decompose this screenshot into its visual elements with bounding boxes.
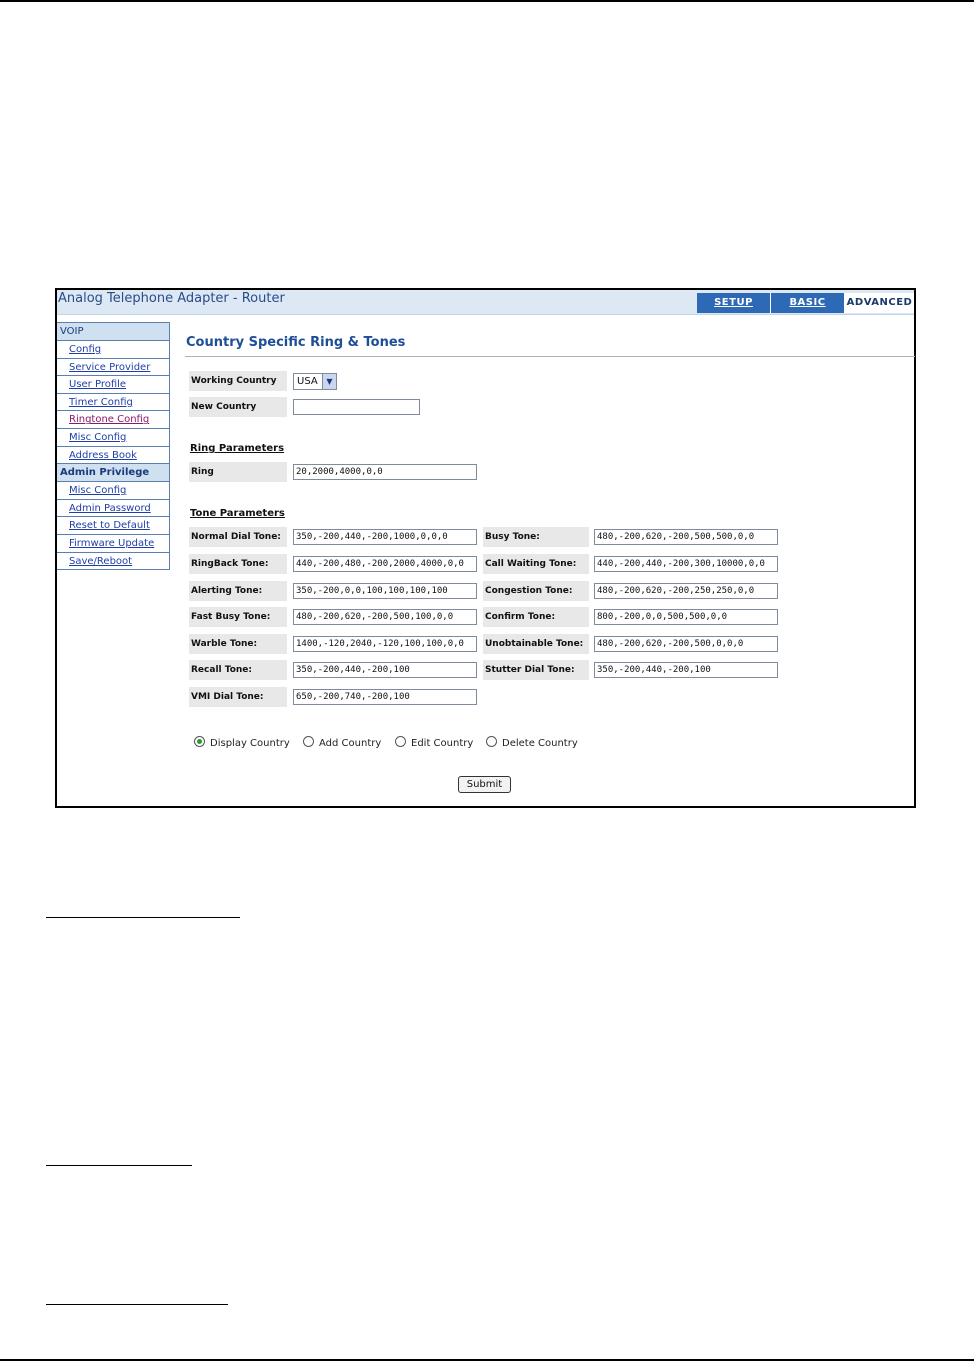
recall-tone-label: Recall Tone:: [189, 660, 287, 680]
working-country-label: Working Country: [189, 371, 287, 391]
new-country-label: New Country: [189, 397, 287, 417]
chevron-down-icon[interactable]: ▼: [322, 374, 336, 389]
radio-delete-country-label: Delete Country: [502, 738, 578, 749]
ring-label: Ring: [189, 462, 287, 482]
radio-add-country[interactable]: [303, 736, 381, 749]
new-country-input[interactable]: [293, 399, 420, 415]
working-country-select[interactable]: [293, 373, 337, 390]
screenshot-frame: [55, 288, 916, 808]
radio-delete-country[interactable]: [486, 736, 578, 749]
sidebar-item-ringtone-config[interactable]: Ringtone Config: [57, 411, 169, 429]
stutter-dial-tone-label: Stutter Dial Tone:: [483, 660, 589, 680]
call-waiting-tone-input[interactable]: 440,-200,440,-200,300,10000,0,0: [594, 556, 778, 572]
sidebar-item-save-reboot[interactable]: Save/Reboot: [57, 553, 169, 571]
busy-tone-input[interactable]: 480,-200,620,-200,500,500,0,0: [594, 529, 778, 545]
busy-tone-label: Busy Tone:: [483, 527, 589, 547]
radio-empty-icon[interactable]: [303, 736, 314, 747]
doc-heading-3: [46, 1290, 228, 1305]
radio-display-country[interactable]: [194, 736, 290, 749]
sidebar-item-timer-config[interactable]: Timer Config: [57, 394, 169, 412]
sidebar-item-address-book[interactable]: Address Book: [57, 447, 169, 465]
page-top-rule: [0, 0, 974, 2]
vmi-dial-tone-label: VMI Dial Tone:: [189, 687, 287, 707]
sidebar-head-voip: VOIP: [57, 323, 169, 341]
confirm-tone-label: Confirm Tone:: [483, 607, 589, 627]
ring-input[interactable]: 20,2000,4000,0,0: [293, 464, 477, 480]
sidebar-item-reset-default[interactable]: Reset to Default: [57, 517, 169, 535]
radio-add-country-label: Add Country: [319, 738, 382, 749]
ring-parameters-heading: Ring Parameters: [190, 443, 285, 454]
doc-heading-2: [46, 1151, 192, 1166]
normal-dial-tone-label: Normal Dial Tone:: [189, 527, 287, 547]
sidebar-head-admin: Admin Privilege: [57, 464, 169, 482]
title-divider: [185, 356, 915, 357]
fast-busy-tone-input[interactable]: 480,-200,620,-200,500,100,0,0: [293, 609, 477, 625]
call-waiting-tone-label: Call Waiting Tone:: [483, 554, 589, 574]
normal-dial-tone-input[interactable]: 350,-200,440,-200,1000,0,0,0: [293, 529, 477, 545]
sidebar-item-config[interactable]: Config: [57, 341, 169, 359]
congestion-tone-input[interactable]: 480,-200,620,-200,250,250,0,0: [594, 583, 778, 599]
recall-tone-input[interactable]: 350,-200,440,-200,100: [293, 662, 477, 678]
congestion-tone-label: Congestion Tone:: [483, 581, 589, 601]
radio-display-country-label: Display Country: [210, 738, 290, 749]
working-country-value: USA: [297, 376, 318, 387]
radio-edit-country[interactable]: [395, 736, 473, 749]
sidebar-item-admin-password[interactable]: Admin Password: [57, 500, 169, 518]
alerting-tone-input[interactable]: 350,-200,0,0,100,100,100,100: [293, 583, 477, 599]
tone-parameters-heading: Tone Parameters: [190, 508, 285, 519]
fast-busy-tone-label: Fast Busy Tone:: [189, 607, 287, 627]
sidebar: [57, 322, 170, 570]
confirm-tone-input[interactable]: 800,-200,0,0,500,500,0,0: [594, 609, 778, 625]
sidebar-item-misc-config[interactable]: Misc Config: [57, 429, 169, 447]
warble-tone-input[interactable]: 1400,-120,2040,-120,100,100,0,0: [293, 636, 477, 652]
radio-empty-icon[interactable]: [486, 736, 497, 747]
warble-tone-label: Warble Tone:: [189, 634, 287, 654]
page-bottom-rule: [0, 1359, 974, 1361]
app-title: Analog Telephone Adapter - Router: [58, 291, 285, 306]
unobtainable-tone-input[interactable]: 480,-200,620,-200,500,0,0,0: [594, 636, 778, 652]
submit-button[interactable]: Submit: [458, 776, 511, 793]
unobtainable-tone-label: Unobtainable Tone:: [483, 634, 589, 654]
tab-setup[interactable]: SETUP: [697, 293, 771, 313]
vmi-dial-tone-input[interactable]: 650,-200,740,-200,100: [293, 689, 477, 705]
title-bar: [57, 290, 914, 315]
sidebar-item-firmware-update[interactable]: Firmware Update: [57, 535, 169, 553]
sidebar-item-user-profile[interactable]: User Profile: [57, 376, 169, 394]
tab-advanced[interactable]: ADVANCED: [845, 293, 914, 313]
ringback-tone-label: RingBack Tone:: [189, 554, 287, 574]
radio-empty-icon[interactable]: [395, 736, 406, 747]
sidebar-item-service-provider[interactable]: Service Provider: [57, 359, 169, 377]
stutter-dial-tone-input[interactable]: 350,-200,440,-200,100: [594, 662, 778, 678]
ringback-tone-input[interactable]: 440,-200,480,-200,2000,4000,0,0: [293, 556, 477, 572]
radio-edit-country-label: Edit Country: [411, 738, 474, 749]
page-title: Country Specific Ring & Tones: [186, 335, 406, 350]
sidebar-item-admin-misc-config[interactable]: Misc Config: [57, 482, 169, 500]
radio-selected-icon[interactable]: [194, 736, 205, 747]
doc-heading-1: [46, 903, 240, 918]
alerting-tone-label: Alerting Tone:: [189, 581, 287, 601]
tab-basic[interactable]: BASIC: [771, 293, 845, 313]
